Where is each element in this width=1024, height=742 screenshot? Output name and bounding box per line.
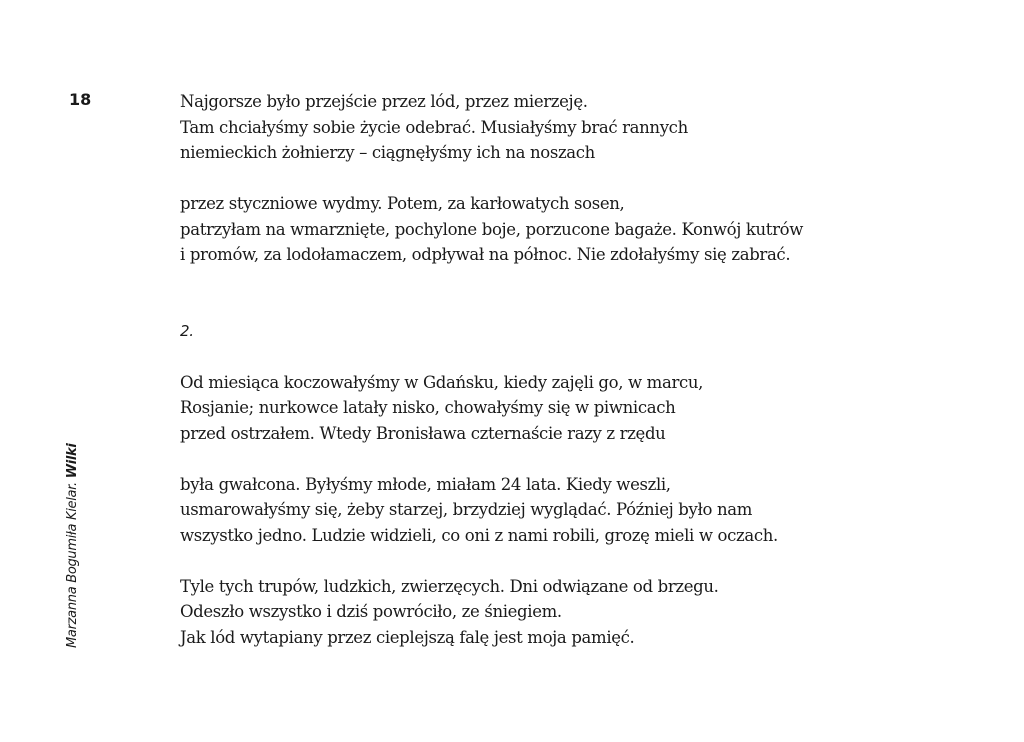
section-number: 2. (180, 321, 194, 340)
poem-line: Tam chciałyśmy sobie życie odebrać. Musiałyśmy brać rannych (180, 117, 688, 137)
running-head-book-title: Wilki (65, 443, 80, 479)
stanza-5 (180, 574, 880, 651)
stanza-1 (180, 89, 880, 166)
poem-line: usmarowałyśmy się, żeby starzej, brzydziej wyglądać. Później było nam (180, 500, 753, 519)
poem-line: wszystko jedno. Ludzie widzieli, co oni z nami robili, grozę mieli w oczach. (180, 525, 778, 545)
poem-line: Odeszło wszystko i dziś powróciło, ze śniegiem. (180, 602, 562, 621)
poem-line: przed ostrzałem. Wtedy Bronisława czternaście razy z rzędu (180, 423, 666, 443)
running-head-author: Marzanna Bogumiła Kielar. (65, 478, 80, 648)
stanza-2 (180, 191, 880, 268)
poem-line: Rosjanie; nurkowce latały nisko, chowałyśmy się w piwnicach (180, 398, 676, 417)
stanza-4 (180, 472, 880, 549)
poem-line: Od miesiąca koczowałyśmy w Gdańsku, kiedy zajęli go, w marcu, (180, 372, 704, 392)
poem-line: niemieckich żołnierzy – ciągnęłyśmy ich na noszach (180, 143, 595, 162)
running-head (65, 443, 81, 648)
poem-line: przez styczniowe wydmy. Potem, za karłowatych sosen, (180, 194, 625, 213)
poem-line: i promów, za lodołamaczem, odpływał na północ. Nie zdołałyśmy się zabrać. (180, 245, 791, 264)
stanza-3 (180, 370, 880, 447)
poem-line: była gwałcona. Byłyśmy młode, miałam 24 lata. Kiedy weszli, (180, 474, 671, 494)
page-number: 18 (69, 90, 92, 109)
poem-line: Tyle tych trupów, ludzkich, zwierzęcych. Dni odwiązane od brzegu. (180, 576, 719, 596)
poem-line: Najgorsze było przejście przez lód, przez mierzeję. (180, 92, 588, 111)
poem-body (180, 89, 880, 676)
poem-line: patrzyłam na wmarznięte, pochylone boje, porzucone bagaże. Konwój kutrów (180, 219, 803, 239)
poem-line: Jak lód wytapiany przez cieplejszą falę jest moja pamięć. (180, 627, 635, 647)
